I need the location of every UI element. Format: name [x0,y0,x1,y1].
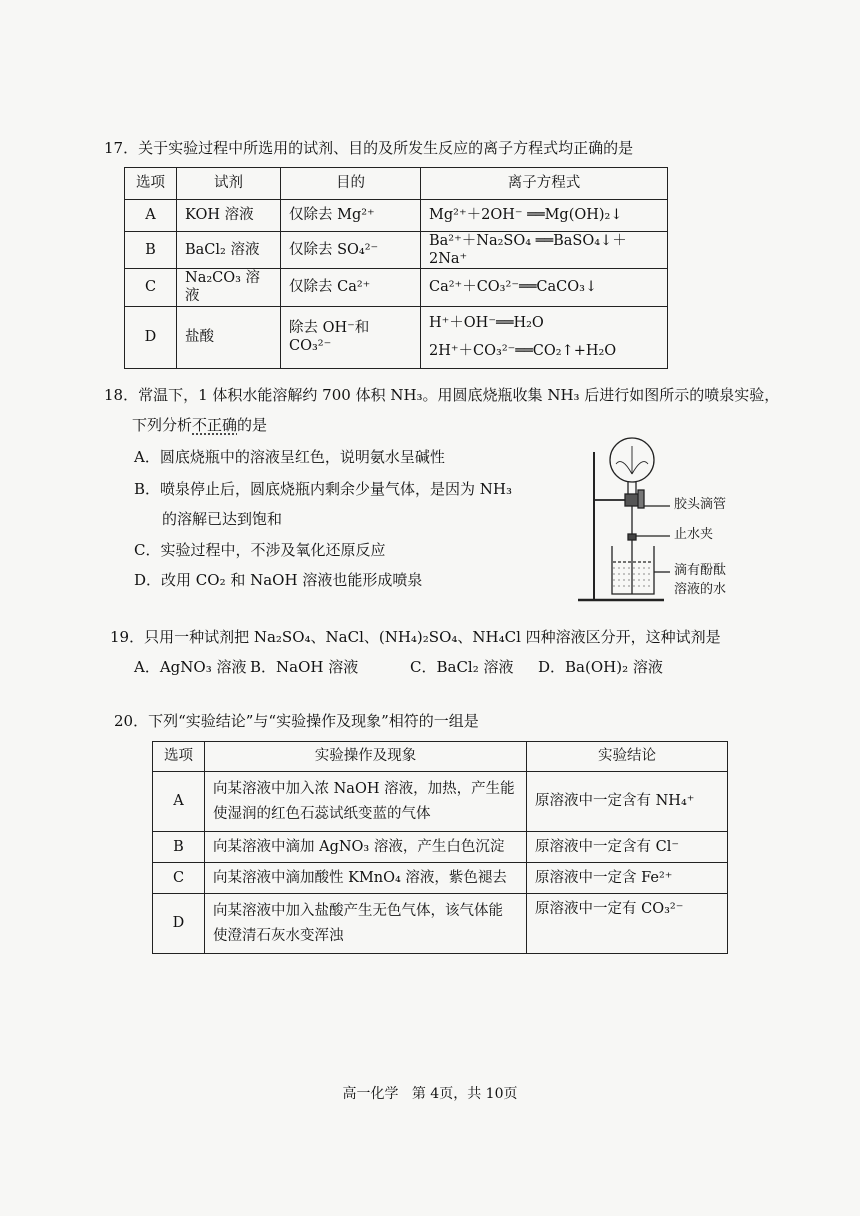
q18-title: 18．常温下，1 体积水能溶解约 700 体积 NH₃。用圆底烧瓶收集 NH₃ 后进行如图所示的喷泉实验， [104,386,780,404]
option-letter: D [125,306,177,368]
subtitle-pre: 下列分析 [132,416,193,434]
purpose: 仅除去 Ca²⁺ [281,269,421,306]
q19-option-d: D．Ba(OH)₂ 溶液 [538,658,663,676]
operation-text: 向某溶液中加入盐酸产生无色气体，该气体能 [213,903,503,920]
table-row [153,863,728,894]
ionic-equation: H⁺＋OH⁻══H₂O [429,314,544,331]
table-header: 实验操作及现象 [205,742,527,772]
table-header: 选项 [125,168,177,200]
purpose: 除去 OH⁻和 CO₃²⁻ [281,306,421,368]
operation-text: 使湿润的红色石蕊试纸变蓝的气体 [213,805,431,822]
page-footer: 高一化学 第 4页，共 10页 [342,1086,518,1102]
option-letter: B [153,832,205,863]
fountain-apparatus-figure [572,434,772,610]
table-row [153,772,728,832]
q17-table [124,167,668,369]
table-header: 离子方程式 [421,168,668,200]
reagent: BaCl₂ 溶液 [177,232,281,269]
q19-option-a: A．AgNO₃ 溶液 [134,658,247,676]
table-header: 目的 [281,168,421,200]
purpose: 仅除去 SO₄²⁻ [281,232,421,269]
operation-text: 向某溶液中加入浓 NaOH 溶液，加热，产生能 [213,781,515,798]
q17-title: 17．关于实验过程中所选用的试剂、目的及所发生反应的离子方程式均正确的是 [104,139,634,157]
reagent: 盐酸 [177,306,281,368]
table-header-row [125,168,668,200]
conclusion: 原溶液中一定含 Fe²⁺ [527,863,728,894]
ionic-equation: Mg²⁺＋2OH⁻ ══Mg(OH)₂↓ [421,200,668,232]
q19-option-c: C．BaCl₂ 溶液 [410,658,514,676]
q18-option-a: A．圆底烧瓶中的溶液呈红色，说明氨水呈碱性 [134,448,445,466]
option-letter: A [153,772,205,832]
ionic-equation: 2H⁺＋CO₃²⁻══CO₂↑+H₂O [429,343,617,359]
table-row [125,232,668,269]
table-header: 选项 [153,742,205,772]
operation-text: 向某溶液中滴加酸性 KMnO₄ 溶液，紫色褪去 [205,863,527,894]
water-label-line1: 滴有酚酞 [674,563,727,578]
table-row [125,269,668,306]
operation-text: 向某溶液中滴加 AgNO₃ 溶液，产生白色沉淀 [205,832,527,863]
table-header: 实验结论 [527,742,728,772]
table-row [125,306,668,368]
conclusion: 原溶液中一定含有 NH₄⁺ [527,772,728,832]
conclusion: 原溶液中一定含有 Cl⁻ [527,832,728,863]
operation-cell [205,772,527,832]
q20-table [152,741,728,954]
ionic-equation: Ca²⁺＋CO₃²⁻══CaCO₃↓ [421,269,668,306]
option-letter: C [153,863,205,894]
table-header: 试剂 [177,168,281,200]
q18-option-d: D．改用 CO₂ 和 NaOH 溶液也能形成喷泉 [134,571,423,589]
q18-option-c: C．实验过程中，不涉及氧化还原反应 [134,541,386,559]
q18-option-b: B．喷泉停止后，圆底烧瓶内剩余少量气体，是因为 NH₃ [134,480,513,498]
q19-title: 19．只用一种试剂把 Na₂SO₄、NaCl、(NH₄)₂SO₄、NH₄Cl 四种溶液区分开，这种试剂是 [110,628,721,646]
table-header-row [153,742,728,772]
operation-cell [205,894,527,954]
operation-text: 使澄清石灰水变浑浊 [213,927,344,944]
table-row [153,832,728,863]
option-letter: A [125,200,177,232]
option-letter: B [125,232,177,269]
conclusion: 原溶液中一定有 CO₃²⁻ [527,894,728,954]
reagent: Na₂CO₃ 溶液 [177,269,281,306]
table-row [125,200,668,232]
reagent: KOH 溶液 [177,200,281,232]
clamp-label: 止水夹 [674,527,714,542]
ionic-equation-cell [421,306,668,368]
emphasis-text: 不正确 [192,416,238,434]
q18-subtitle [132,416,267,435]
q18-option-b-cont: 的溶解已达到饱和 [162,510,283,528]
q20-title: 20．下列“实验结论”与“实验操作及现象”相符的一组是 [114,712,479,730]
table-row [153,894,728,954]
dropper-label: 胶头滴管 [674,497,727,512]
option-letter: C [125,269,177,306]
option-letter: D [153,894,205,954]
subtitle-post: 的是 [237,416,268,434]
purpose: 仅除去 Mg²⁺ [281,200,421,232]
ionic-equation: Ba²⁺＋Na₂SO₄ ══BaSO₄↓＋2Na⁺ [421,232,668,269]
water-label-line2: 溶液的水 [674,582,727,597]
q19-option-b: B．NaOH 溶液 [250,658,359,676]
